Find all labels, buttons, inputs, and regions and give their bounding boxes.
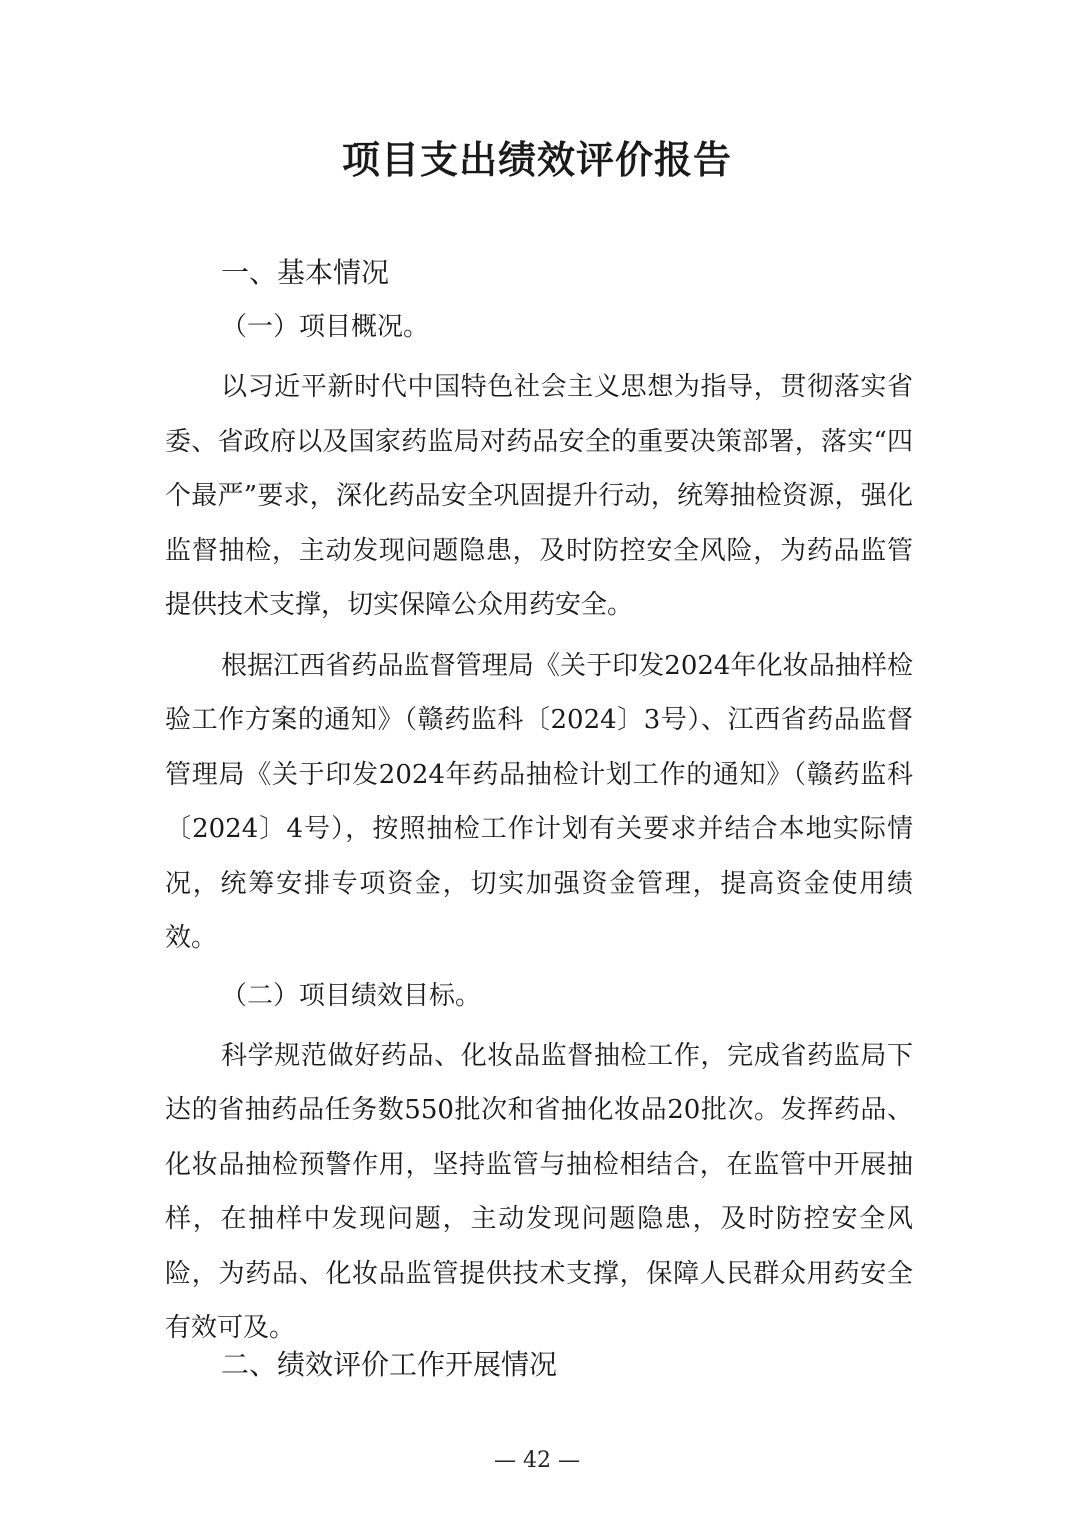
paragraph: 以习近平新时代中国特色社会主义思想为指导，贯彻落实省委、省政府以及国家药监局对药品安全的重要决策部署，落实“四个最严”要求，深化药品安全巩固提升行动，统筹抽检资源，强化监督抽检，主动发现问题隐患，及时防控安全风险，为药品监管提供技术支撑，切实保障公众用药安全。	[165, 372, 913, 620]
document-title: 项目支出绩效评价报告	[341, 138, 732, 182]
page-number: — 42 —	[494, 1448, 580, 1473]
subsection-heading-performance-goals: （二）项目绩效目标。	[221, 980, 482, 1011]
section-heading-basic-situation: 一、基本情况	[221, 256, 390, 289]
document-body	[165, 248, 913, 1362]
paragraph: 根据江西省药品监督管理局《关于印发2024年化妆品抽样检验工作方案的通知》（赣药监科〔2024〕3号）、江西省药品监督管理局《关于印发2024年药品抽检计划工作的通知》（赣药监科〔2024〕4号），按照抽检工作计划有关要求并结合本地实际情况，统筹安排专项资金，切实加强资金管理，提高资金使用绩效。	[165, 650, 913, 953]
paragraph: 科学规范做好药品、化妆品监督抽检工作，完成省药监局下达的省抽药品任务数550批次和省抽化妆品20批次。发挥药品、化妆品抽检预警作用，坚持监管与抽检相结合，在监管中开展抽样，在抽样中发现问题，主动发现问题隐患，及时防控安全风险，为药品、化妆品监管提供技术支撑，保障人民群众用药安全有效可及。	[165, 1040, 913, 1343]
subsection-heading-project-overview: （一）项目概况。	[221, 312, 430, 342]
section-heading-evaluation-work: 二、绩效评价工作开展情况	[221, 1348, 558, 1381]
